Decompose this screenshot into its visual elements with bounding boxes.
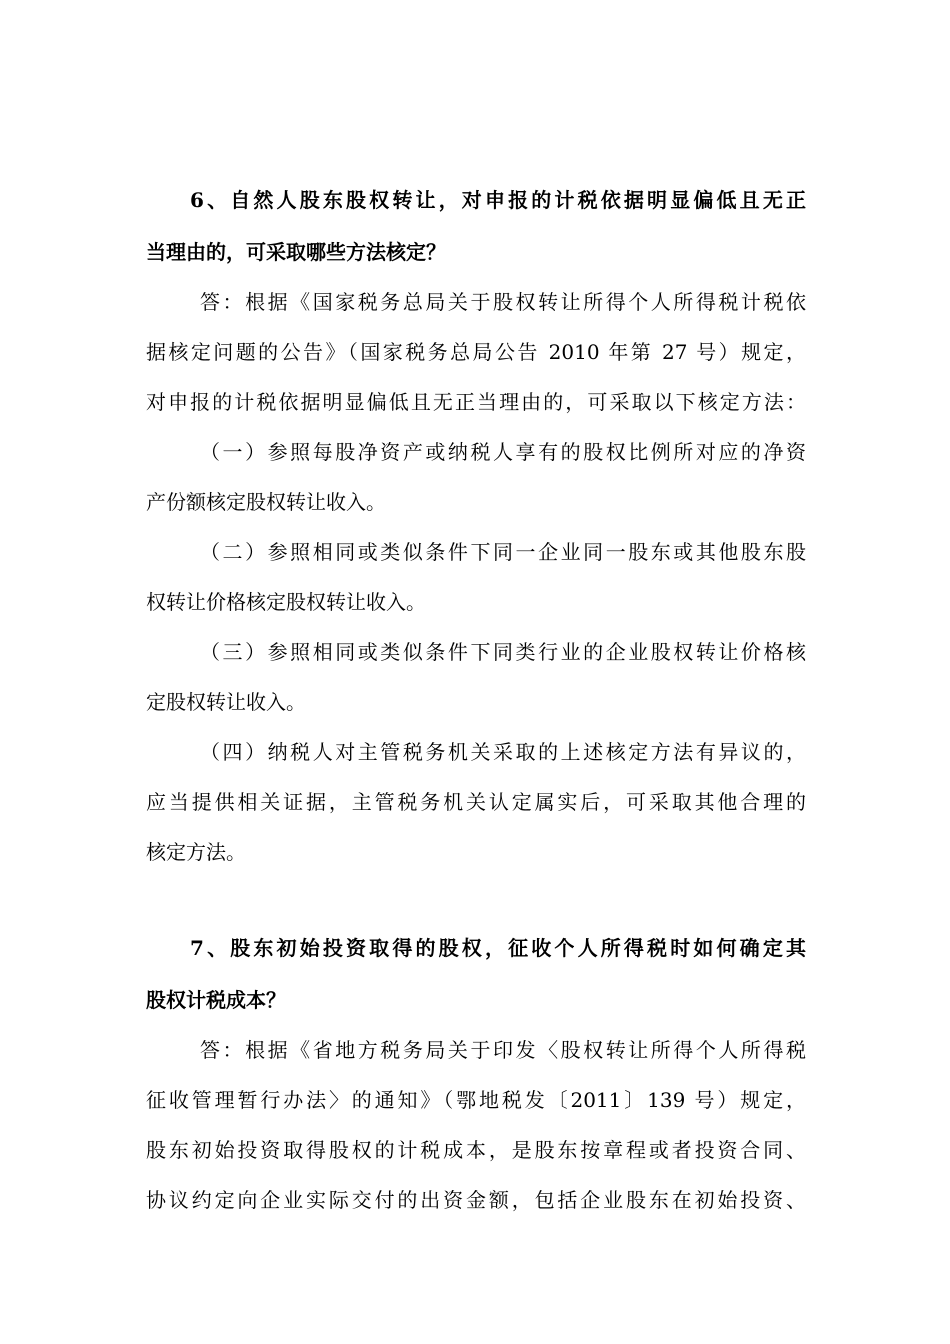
section-7-heading-line-1: 7、股东初始投资取得的股权，征收个人所得税时如何确定其 xyxy=(190,936,806,960)
section-7-answer-line-1: 答：根据《省地方税务局关于印发〈股权转让所得个人所得税 xyxy=(200,1038,806,1062)
item-2-line-2: 权转让价格核定股权转让收入。 xyxy=(146,590,426,614)
section-6-answer-line-1: 答：根据《国家税务总局关于股权转让所得个人所得税计税依 xyxy=(200,290,806,314)
item-1-line-2: 产份额核定股权转让收入。 xyxy=(146,490,386,514)
section-7-answer-line-3: 股东初始投资取得股权的计税成本，是股东按章程或者投资合同、 xyxy=(146,1138,806,1162)
item-4-line-3: 核定方法。 xyxy=(146,840,246,864)
section-7-answer-line-2: 征收管理暂行办法〉的通知》（鄂地税发〔2011〕139 号）规定， xyxy=(146,1088,806,1112)
item-1-line-1: （一）参照每股净资产或纳税人享有的股权比例所对应的净资 xyxy=(200,440,806,464)
section-6-heading-line-2: 当理由的，可采取哪些方法核定？ xyxy=(146,240,446,264)
section-6-heading-line-1: 6、自然人股东股权转让，对申报的计税依据明显偏低且无正 xyxy=(190,188,806,212)
section-6-answer-line-2: 据核定问题的公告》（国家税务总局公告 2010 年第 27 号）规定， xyxy=(146,340,806,364)
item-4-line-2: 应当提供相关证据，主管税务机关认定属实后，可采取其他合理的 xyxy=(146,790,806,814)
item-3-line-2: 定股权转让收入。 xyxy=(146,690,306,714)
item-2-line-1: （二）参照相同或类似条件下同一企业同一股东或其他股东股 xyxy=(200,540,806,564)
item-4-line-1: （四）纳税人对主管税务机关采取的上述核定方法有异议的， xyxy=(200,740,806,764)
section-7-answer-line-4: 协议约定向企业实际交付的出资金额，包括企业股东在初始投资、 xyxy=(146,1188,806,1212)
item-3-line-1: （三）参照相同或类似条件下同类行业的企业股权转让价格核 xyxy=(200,640,806,664)
section-6-answer-line-3: 对申报的计税依据明显偏低且无正当理由的，可采取以下核定方法： xyxy=(146,390,806,414)
section-7-heading-line-2: 股权计税成本？ xyxy=(146,988,286,1012)
